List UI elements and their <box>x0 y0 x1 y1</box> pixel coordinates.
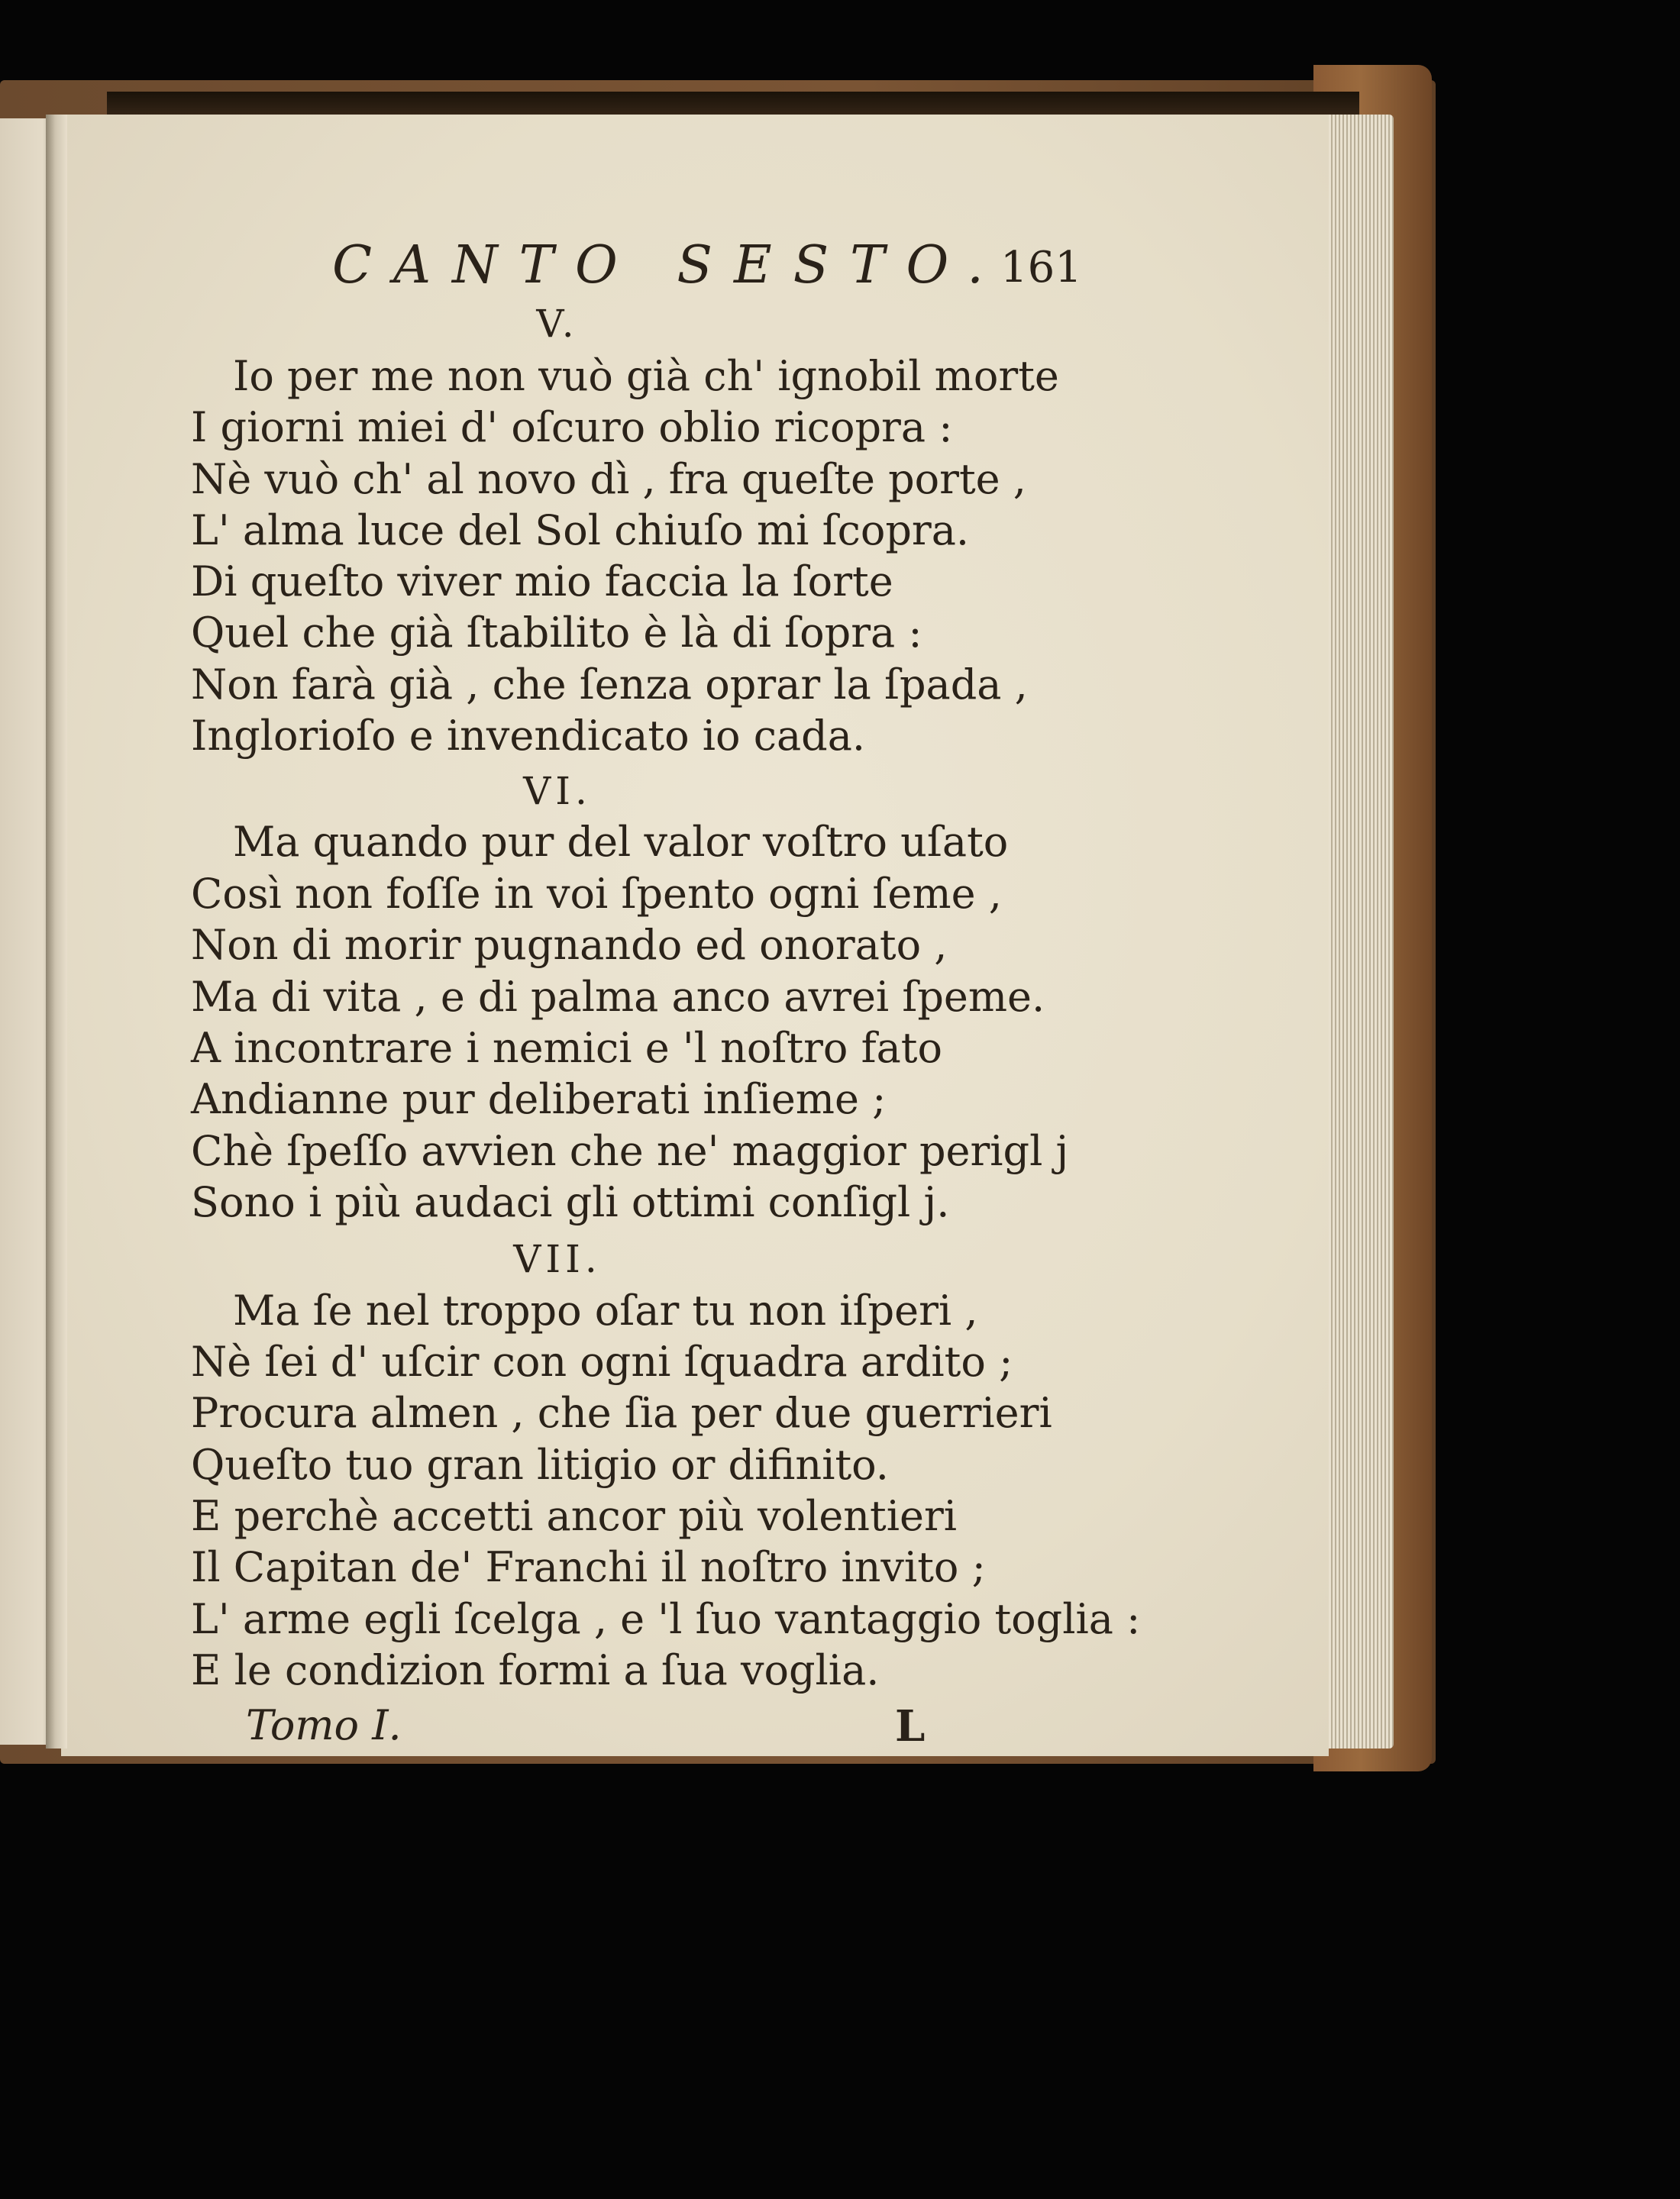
page-edges <box>1321 115 1394 1749</box>
stanza-numeral: V. <box>536 302 579 346</box>
verse-line: Il Capitan de' Franchi il noſtro invito ; <box>191 1543 986 1591</box>
verse-line: Nè ſei d' uſcir con ogni ſquadra ardito ; <box>191 1338 1013 1386</box>
verse-line: Ma ſe nel troppo oſar tu non iſperi , <box>233 1287 978 1335</box>
verse-line: Chè ſpeſſo avvien che ne' maggior perigl j <box>191 1127 1069 1175</box>
stanza-numeral: VII. <box>513 1237 602 1281</box>
verse-line: Di queſto viver mio faccia la ſorte <box>191 557 893 605</box>
stanza-numeral: VI. <box>523 769 592 813</box>
verse-line: Ma di vita , e di palma anco avrei ſpeme. <box>191 973 1045 1021</box>
verse-line: Quel che già ſtabilito è là di ſopra : <box>191 609 922 657</box>
verse-line: I giorni miei d' oſcuro oblio ricopra : <box>191 403 953 451</box>
verse-line: Nè vuò ch' al novo dì , fra queſte porte , <box>191 455 1026 503</box>
verse-line: A incontrare i nemici e 'l noſtro fato <box>191 1024 942 1072</box>
verse-line: Procura almen , che ſia per due guerrieri <box>191 1389 1052 1437</box>
running-head: CANTO SESTO. <box>332 235 1005 295</box>
signature-letter: L <box>895 1701 926 1752</box>
verse-line: Ma quando pur del valor voſtro uſato <box>233 818 1009 866</box>
verse-line: E perchè accetti ancor più volentieri <box>191 1492 958 1540</box>
verse-line: E le condizion formi a ſua voglia. <box>191 1646 880 1694</box>
book-gutter <box>46 115 67 1749</box>
verse-line: L' alma luce del Sol chiuſo mi ſcopra. <box>191 506 970 554</box>
verse-line: Inglorioſo e invendicato io cada. <box>191 712 866 760</box>
verse-line: Queſto tuo gran litigio or difinito. <box>191 1441 889 1489</box>
signature-mark: Tomo I. <box>246 1701 402 1749</box>
verse-line: Così non foſſe in voi ſpento ogni ſeme , <box>191 870 1002 918</box>
verse-line: L' arme egli ſcelga , e 'l ſuo vantaggio toglia : <box>191 1595 1141 1643</box>
page-number: 161 <box>1000 243 1082 292</box>
verse-line: Andianne pur deliberati inſieme ; <box>191 1075 887 1123</box>
verse-line: Sono i più audaci gli ottimi conſigl j. <box>191 1178 950 1226</box>
verse-line: Non farà già , che ſenza oprar la ſpada , <box>191 660 1028 709</box>
verse-line: Io per me non vuò già ch' ignobil morte <box>233 352 1059 400</box>
verse-line: Non di morir pugnando ed onorato , <box>191 921 948 969</box>
